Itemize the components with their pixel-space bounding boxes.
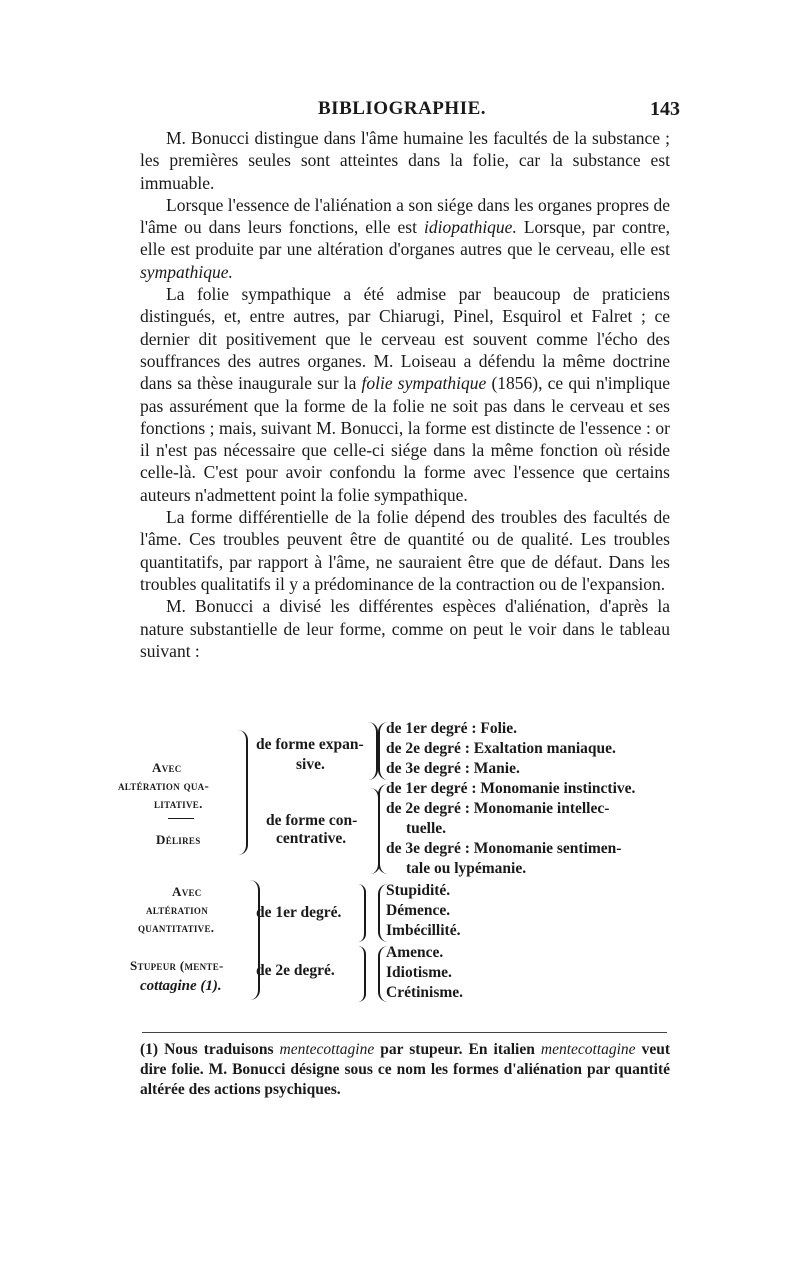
group1-sub-label: Délires xyxy=(156,832,201,847)
paragraph-4: La forme différentielle de la folie dépend des troubles des facultés de l'âme. Ces troubles peuvent être de quantité ou de qualité. Les troubles quantitatifs, par rapport à l'âme, ne sauraient être que de défaut. Dans les troubles qualitatifs il y a prédominance de la contraction ou de l'expansion. xyxy=(140,507,670,594)
degree1-item-3: Imbécillité. xyxy=(386,922,461,939)
contractive-item-1: de 1er degré : Monomanie instinctive. xyxy=(386,780,636,797)
contractive-item-3b: tale ou lypémanie. xyxy=(406,860,527,877)
group2-sub-line2: cottagine (1). xyxy=(140,978,222,994)
group1-label-line1: Avec xyxy=(152,760,182,775)
running-title: BIBLIOGRAPHIE. xyxy=(318,98,487,119)
paragraph-5: M. Bonucci a divisé les différentes espèces d'aliénation, d'après la nature substantielle de leur forme, comme on peut le voir dans le tableau suivant : xyxy=(140,596,670,661)
degree2-label: de 2e degré. xyxy=(256,962,335,979)
contractive-item-2b: tuelle. xyxy=(406,820,447,837)
paragraph-2: Lorsque l'essence de l'aliénation a son siége dans les organes propres de l'âme ou dans leurs fonctions, elle est idiopathique. Lorsque, par contre, elle est produite par une altération d'organes autres que le cerveau, elle est sympathique. xyxy=(140,194,670,282)
contractive-line1: de forme con- xyxy=(266,812,358,829)
group1-label-line3: litative. xyxy=(154,796,203,811)
divider-dash xyxy=(168,818,194,819)
group1-label-line2: altération qua- xyxy=(118,778,210,793)
group2-sub-line1: Stupeur (mente- xyxy=(130,958,224,973)
degree2-item-1: Amence. xyxy=(386,944,444,961)
page-number: 143 xyxy=(650,98,680,120)
degree1-item-1: Stupidité. xyxy=(386,882,451,899)
brace-degree1 xyxy=(358,884,366,942)
expansive-item-1: de 1er degré : Folie. xyxy=(386,720,517,737)
expansive-item-2: de 2e degré : Exaltation maniaque. xyxy=(386,740,616,757)
footnote: (1) Nous traduisons mentecottagine par stupeur. En italien mentecottagine veut dire folie. M. Bonucci désigne sous ce nom les formes d'aliénation par quantité altérée des actions psychiques. xyxy=(140,1041,671,1098)
contractive-item-2: de 2e degré : Monomanie intellec- xyxy=(386,800,610,817)
paragraph-3: La folie sympathique a été admise par beaucoup de praticiens distingués, et, entre autres, par Chiarugi, Pinel, Esquirol et Falret ; ce dernier dit positivement que le cerveau est souvent comme l'écho des souffrances des autres organes. M. Loiseau a défendu la même doctrine dans sa thèse inaugurale sur la folie sympathique (1856), ce qui n'implique pas assurément que la forme de la folie ne soit pas dans le cerveau et ses fonctions ; mais, suivant M. Bonucci, la forme est distincte de l'essence : or il n'est pas nécessaire que celle-ci siége dans la même fonction où réside celle-là. C'est pour avoir confondu la forme avec l'essence que certains auteurs n'admettent point la folie sympathique. xyxy=(140,284,671,505)
brace-group1 xyxy=(238,730,248,855)
body-text xyxy=(140,127,670,662)
contractive-item-3: de 3e degré : Monomanie sentimen- xyxy=(386,840,622,857)
expansive-line1: de forme expan- xyxy=(256,736,364,753)
classification-table xyxy=(110,718,690,1018)
expansive-line2: sive. xyxy=(296,756,325,773)
brace-expansive xyxy=(368,722,378,780)
expansive-item-3: de 3e degré : Manie. xyxy=(386,760,520,777)
degree2-item-3: Crétinisme. xyxy=(386,984,464,1001)
degree1-label: de 1er degré. xyxy=(256,904,342,921)
group2-label-line3: quantitative. xyxy=(138,920,215,935)
paragraph-1: M. Bonucci distingue dans l'âme humaine les facultés de la substance ; les premières seules sont atteintes dans la folie, car la substance est immuable. xyxy=(140,128,670,193)
group2-label-line2: altération xyxy=(146,902,209,917)
footnote-marker: (1) xyxy=(140,1041,159,1058)
degree2-item-2: Idiotisme. xyxy=(386,964,452,981)
brace-degree2 xyxy=(358,946,366,1002)
contractive-line2: centrative. xyxy=(276,830,347,847)
degree1-item-2: Démence. xyxy=(386,902,451,919)
group2-label-line1: Avec xyxy=(172,884,202,899)
running-head xyxy=(140,98,680,122)
brace-group2 xyxy=(250,880,260,1000)
footnote-rule xyxy=(142,1032,667,1033)
